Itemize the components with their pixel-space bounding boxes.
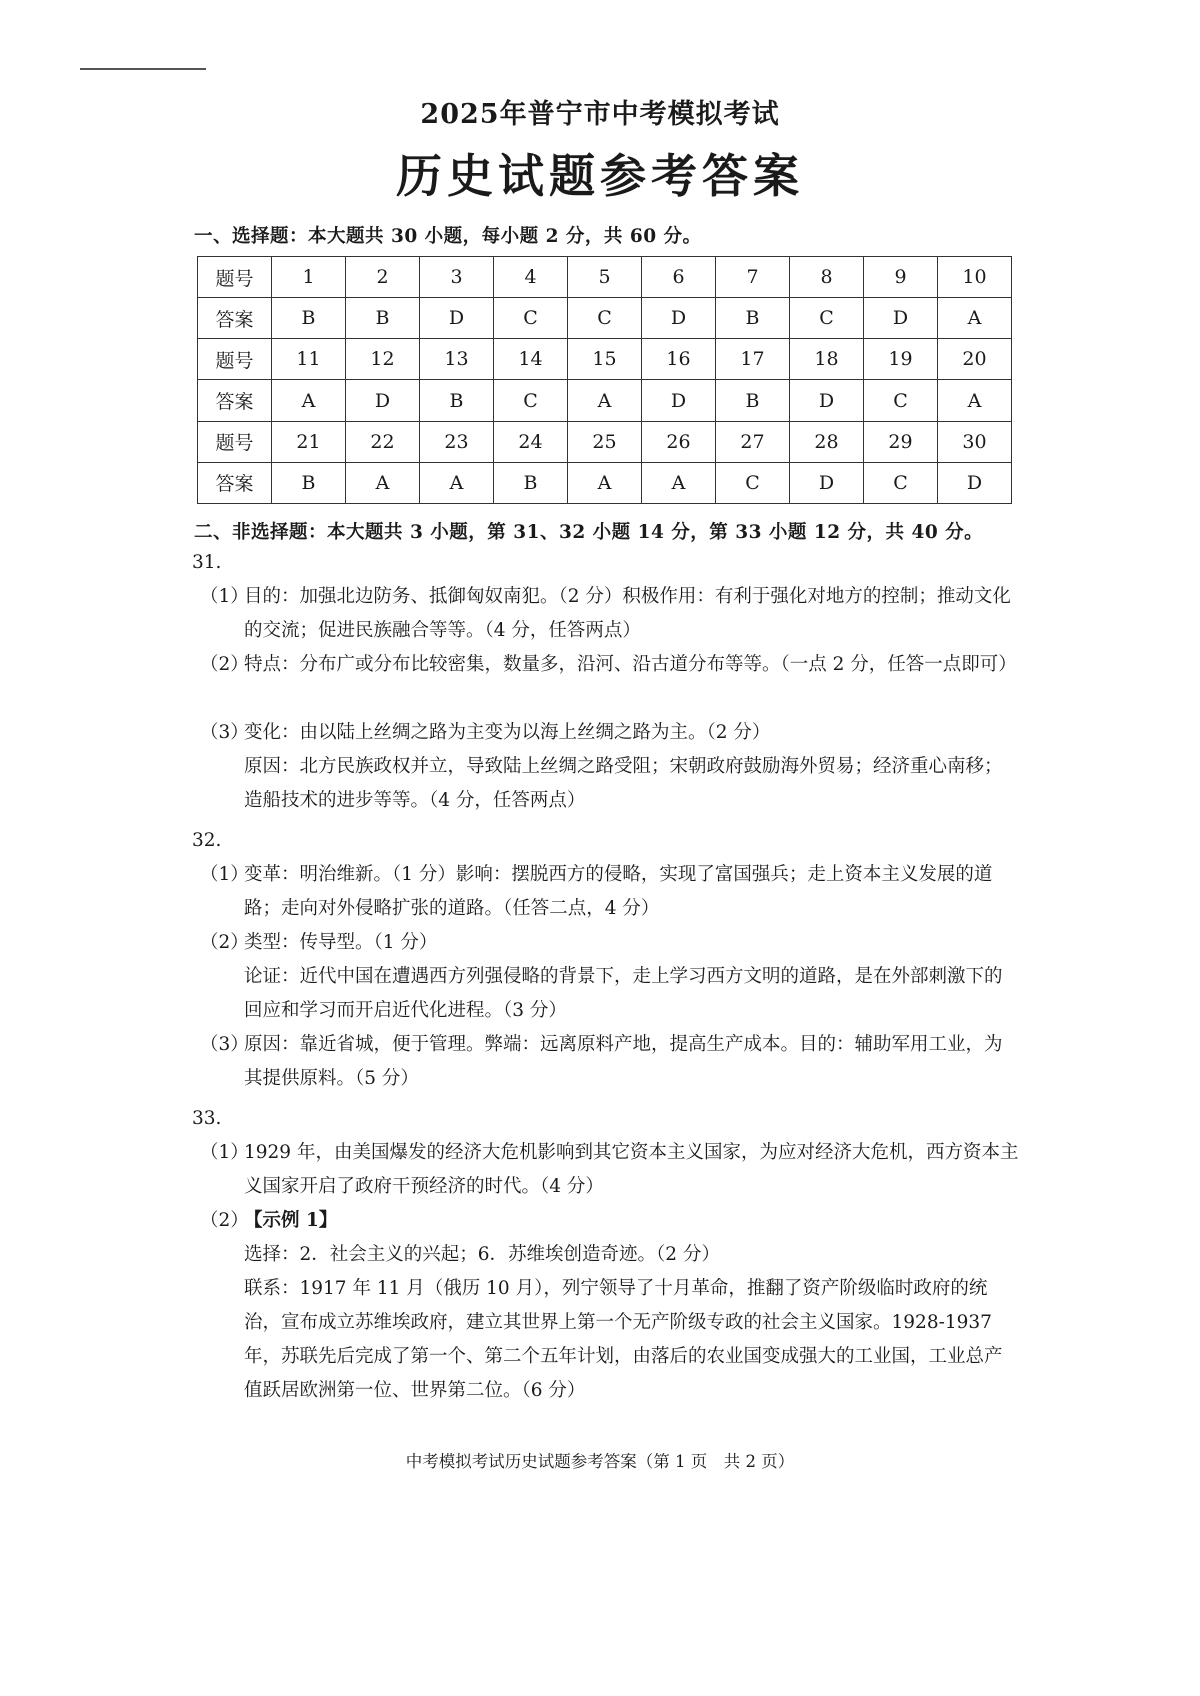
part-number: （1）: [200, 864, 249, 885]
page-footer: 中考模拟考试历史试题参考答案（第 1 页 共 2 页）: [405, 1452, 795, 1471]
question-33-part-1: [200, 1136, 1020, 1204]
cell-number: 2: [346, 257, 420, 298]
table-row-numbers-2: [198, 339, 1012, 380]
cell-answer: D: [642, 298, 716, 339]
question-31-part-1: [200, 580, 1020, 648]
cell-answer: A: [346, 462, 420, 503]
cell-number: 8: [790, 257, 864, 298]
answer-table: [197, 256, 1012, 504]
part-text: 原因：靠近省城，便于管理。弊端：远离原料产地，提高生产成本。目的：辅助军用工业，为其提供原料。（5 分）: [244, 1034, 1003, 1089]
cell-number: 12: [346, 339, 420, 380]
question-31-part-2: [200, 648, 1020, 682]
cell-number: 28: [790, 421, 864, 462]
exam-subtitle: 2025年普宁市中考模拟考试: [420, 99, 780, 130]
cell-number: 16: [642, 339, 716, 380]
part-text: 特点：分布广或分布比较密集，数量多，沿河、沿古道分布等等。（一点 2 分，任答一点即可）: [244, 654, 1017, 675]
question-32-number: 32.: [192, 830, 222, 851]
table-row-answers-1: [198, 298, 1012, 339]
part-number: （3）: [200, 722, 249, 743]
question-33-number: 33.: [192, 1108, 222, 1129]
question-32-part-3: [200, 1028, 1020, 1096]
cell-number: 27: [716, 421, 790, 462]
cell-answer: D: [864, 298, 938, 339]
cell-number: 23: [420, 421, 494, 462]
cell-number: 22: [346, 421, 420, 462]
top-rule: [80, 68, 206, 70]
question-33-part-2: [200, 1204, 1020, 1238]
cell-answer: A: [938, 298, 1012, 339]
question-32-part-1: [200, 858, 1020, 926]
table-row-numbers-3: [198, 421, 1012, 462]
example-title: 【示例 1】: [244, 1210, 338, 1231]
cell-answer: B: [272, 298, 346, 339]
question-31-number: 31.: [192, 552, 222, 573]
cell-answer: C: [716, 462, 790, 503]
cell-number: 6: [642, 257, 716, 298]
cell-number: 7: [716, 257, 790, 298]
part-text: 1929 年，由美国爆发的经济大危机影响到其它资本主义国家，为应对经济大危机，西方资本主义国家开启了政府干预经济的时代。（4 分）: [244, 1142, 1019, 1197]
cell-number: 24: [494, 421, 568, 462]
cell-number: 5: [568, 257, 642, 298]
row-label: 答案: [198, 380, 272, 421]
question-32-part-2: [200, 926, 1020, 960]
part-number: （2）: [200, 654, 249, 675]
question-32-part-2-argument: 论证：近代中国在遭遇西方列强侵略的背景下，走上学习西方文明的道路，是在外部刺激下的回应和学习而开启近代化进程。（3 分）: [244, 966, 1003, 1021]
page-title: 历史试题参考答案: [396, 149, 804, 203]
table-row-numbers-1: [198, 257, 1012, 298]
cell-answer: C: [864, 462, 938, 503]
row-label: 题号: [198, 421, 272, 462]
cell-number: 26: [642, 421, 716, 462]
row-label: 答案: [198, 462, 272, 503]
table-row-answers-2: [198, 380, 1012, 421]
section2-heading: 二、非选择题：本大题共 3 小题，第 31、32 小题 14 分，第 33 小题 12 分，共 40 分。: [194, 522, 984, 543]
cell-answer: C: [864, 380, 938, 421]
cell-answer: A: [568, 380, 642, 421]
row-label: 题号: [198, 257, 272, 298]
cell-answer: A: [568, 462, 642, 503]
cell-number: 14: [494, 339, 568, 380]
cell-number: 1: [272, 257, 346, 298]
question-31-part-3-reason: 原因：北方民族政权并立，导致陆上丝绸之路受阻；宋朝政府鼓励海外贸易；经济重心南移；造船技术的进步等等。（4 分，任答两点）: [244, 756, 1003, 811]
cell-number: 30: [938, 421, 1012, 462]
cell-number: 18: [790, 339, 864, 380]
cell-answer: D: [790, 462, 864, 503]
cell-number: 9: [864, 257, 938, 298]
cell-number: 29: [864, 421, 938, 462]
cell-answer: D: [346, 380, 420, 421]
row-label: 题号: [198, 339, 272, 380]
row-label: 答案: [198, 298, 272, 339]
cell-answer: D: [938, 462, 1012, 503]
part-number: （3）: [200, 1034, 249, 1055]
part-text: 类型：传导型。（1 分）: [244, 932, 438, 953]
cell-answer: A: [938, 380, 1012, 421]
cell-answer: A: [420, 462, 494, 503]
cell-number: 10: [938, 257, 1012, 298]
cell-answer: D: [420, 298, 494, 339]
cell-answer: C: [494, 298, 568, 339]
part-text: 变化：由以陆上丝绸之路为主变为以海上丝绸之路为主。（2 分）: [244, 722, 771, 743]
part-number: （1）: [200, 586, 249, 607]
table-row-answers-3: [198, 462, 1012, 503]
cell-answer: B: [716, 298, 790, 339]
part-text: 变革：明治维新。（1 分）影响：摆脱西方的侵略，实现了富国强兵；走上资本主义发展的道路；走向对外侵略扩张的道路。（任答二点，4 分）: [244, 864, 993, 919]
cell-answer: C: [790, 298, 864, 339]
cell-answer: B: [346, 298, 420, 339]
section1-heading: 一、选择题：本大题共 30 小题，每小题 2 分，共 60 分。: [194, 226, 702, 247]
cell-number: 20: [938, 339, 1012, 380]
part-text: 目的：加强北边防务、抵御匈奴南犯。（2 分）积极作用：有利于强化对地方的控制；推动文化的交流；促进民族融合等等。（4 分，任答两点）: [244, 586, 1011, 641]
cell-number: 4: [494, 257, 568, 298]
part-number: （2）: [200, 1210, 249, 1231]
question-33-selection: 选择：2．社会主义的兴起；6．苏维埃创造奇迹。（2 分）: [244, 1244, 720, 1265]
cell-answer: A: [642, 462, 716, 503]
cell-answer: B: [494, 462, 568, 503]
cell-answer: B: [716, 380, 790, 421]
cell-number: 11: [272, 339, 346, 380]
cell-number: 25: [568, 421, 642, 462]
cell-answer: C: [568, 298, 642, 339]
cell-answer: A: [272, 380, 346, 421]
cell-number: 21: [272, 421, 346, 462]
question-31-part-3: [200, 716, 1020, 750]
cell-answer: D: [790, 380, 864, 421]
cell-answer: B: [272, 462, 346, 503]
cell-number: 15: [568, 339, 642, 380]
question-33-connection: 联系：1917 年 11 月（俄历 10 月），列宁领导了十月革命，推翻了资产阶级临时政府的统治，宣布成立苏维埃政府，建立其世界上第一个无产阶级专政的社会主义国家。1928-1937 年，苏联先后完成了第一个、第二个五年计划，由落后的农业国变成强大的工业国，工业总产值跃居欧洲第一位、世界第二位。（6 分）: [244, 1278, 1003, 1401]
cell-answer: C: [494, 380, 568, 421]
cell-answer: B: [420, 380, 494, 421]
cell-number: 19: [864, 339, 938, 380]
cell-number: 17: [716, 339, 790, 380]
part-number: （2）: [200, 932, 249, 953]
cell-number: 3: [420, 257, 494, 298]
part-number: （1）: [200, 1142, 249, 1163]
cell-number: 13: [420, 339, 494, 380]
cell-answer: D: [642, 380, 716, 421]
